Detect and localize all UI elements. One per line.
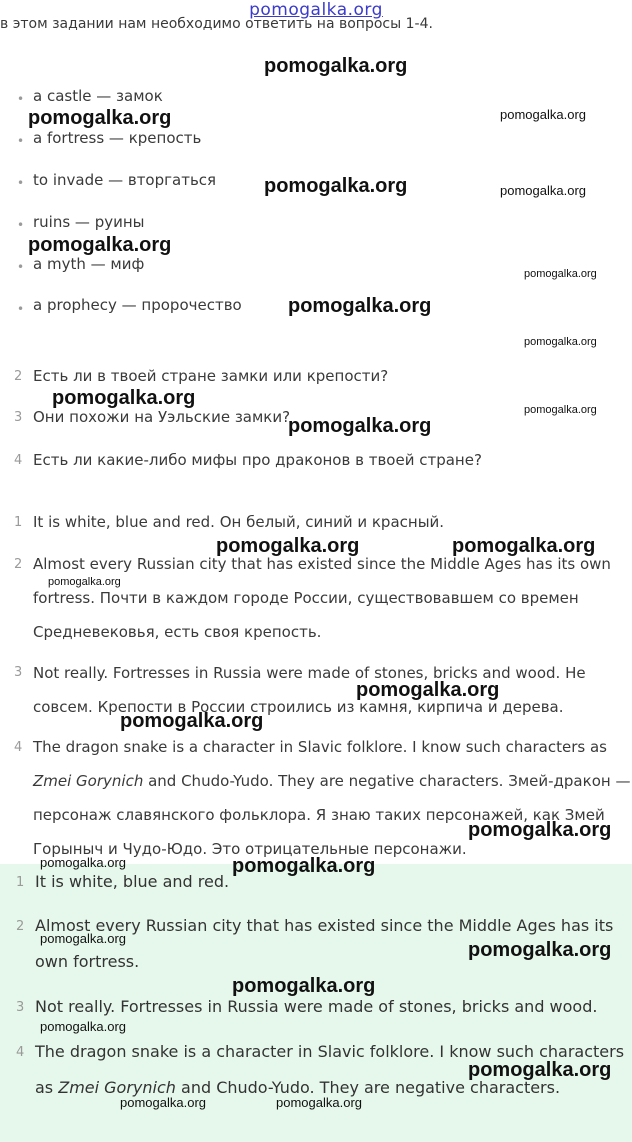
bullet-icon: • — [17, 260, 25, 274]
watermark: pomogalka.org — [524, 404, 597, 416]
answer-number: 3 — [16, 1000, 25, 1015]
watermark: pomogalka.org — [288, 295, 432, 317]
answer-number: 1 — [16, 875, 25, 890]
question-number: 4 — [14, 453, 23, 468]
watermark: pomogalka.org — [452, 535, 596, 557]
answer-number: 3 — [14, 665, 23, 680]
answer-number: 2 — [16, 919, 25, 934]
watermark: pomogalka.org — [52, 387, 196, 409]
watermark: pomogalka.org — [264, 55, 408, 77]
watermark: pomogalka.org — [40, 855, 126, 870]
question-number: 2 — [14, 369, 23, 384]
bullet-icon: • — [17, 302, 25, 316]
answer-text: The dragon snake is a character in Slavic folklore. I know such characters as Zmei Gorynich and Chudo-Yudo. They are negative characters. — [35, 1042, 625, 1097]
watermark: pomogalka.org — [356, 679, 500, 701]
watermark: pomogalka.org — [276, 1095, 362, 1110]
vocab-item: a castle — замок — [33, 87, 163, 105]
vocab-item: a prophecy — пророчество — [33, 296, 242, 314]
vocab-item: a fortress — крепость — [33, 129, 202, 147]
answer-text: The dragon snake is a character in Slavic folklore. I know such characters as Zmei Gorynich and Chudo-Yudo. They are negative characters. Змей-дракон — персонаж славянского фольклора. Я знаю таких персонажей, как Змей Горыныч и Чудо-Юдо. Это отрицательные персонажи. — [33, 738, 631, 858]
answer-text: Almost every Russian city that has existed since the Middle Ages has its own fortress. Почти в каждом городе России, существовавшем со времен Средневековья, есть своя крепость. — [33, 555, 611, 641]
watermark: pomogalka.org — [28, 234, 172, 256]
watermark: pomogalka.org — [48, 576, 121, 588]
watermark: pomogalka.org — [232, 855, 376, 877]
vocab-item: ruins — руины — [33, 213, 145, 231]
answer-text: It is white, blue and red. — [35, 872, 230, 891]
watermark: pomogalka.org — [28, 107, 172, 129]
question-text: Есть ли какие-либо мифы про драконов в твоей стране? — [33, 451, 482, 469]
answer-number: 4 — [14, 740, 23, 755]
question-text: Есть ли в твоей стране замки или крепости? — [33, 367, 389, 385]
watermark: pomogalka.org — [264, 175, 408, 197]
watermark: pomogalka.org — [524, 336, 597, 348]
watermark: pomogalka.org — [120, 1095, 206, 1110]
answer-text: Not really. Fortresses in Russia were made of stones, bricks and wood. Не совсем. Крепости в России строились из камня, кирпича и дерева. — [33, 664, 586, 716]
watermark: pomogalka.org — [120, 710, 264, 732]
watermark: pomogalka.org — [468, 1059, 612, 1081]
watermark: pomogalka.org — [468, 939, 612, 961]
answer-text: It is white, blue and red. Он белый, синий и красный. — [33, 513, 445, 531]
watermark: pomogalka.org — [500, 183, 586, 198]
question-text: Они похожи на Уэльские замки? — [33, 408, 291, 426]
watermark: pomogalka.org — [40, 931, 126, 946]
bullet-icon: • — [17, 92, 25, 106]
watermark: pomogalka.org — [500, 107, 586, 122]
site-title[interactable]: pomogalka.org — [249, 0, 383, 20]
vocab-item: to invade — вторгаться — [33, 171, 217, 189]
watermark: pomogalka.org — [524, 268, 597, 280]
answer-text: Not really. Fortresses in Russia were made of stones, bricks and wood. — [35, 997, 598, 1016]
watermark: pomogalka.org — [232, 975, 376, 997]
answer-text: Almost every Russian city that has existed since the Middle Ages has its own fortress. — [35, 916, 614, 971]
watermark: pomogalka.org — [288, 415, 432, 437]
intro-text: в этом задании нам необходимо ответить на вопросы 1-4. — [0, 16, 433, 32]
bullet-icon: • — [17, 176, 25, 190]
watermark: pomogalka.org — [468, 819, 612, 841]
answer-number: 4 — [16, 1045, 25, 1060]
vocab-item: a myth — миф — [33, 255, 145, 273]
watermark: pomogalka.org — [40, 1019, 126, 1034]
answer-number: 2 — [14, 557, 23, 572]
answer-number: 1 — [14, 515, 23, 530]
watermark: pomogalka.org — [216, 535, 360, 557]
bullet-icon: • — [17, 218, 25, 232]
bullet-icon: • — [17, 134, 25, 148]
question-number: 3 — [14, 410, 23, 425]
